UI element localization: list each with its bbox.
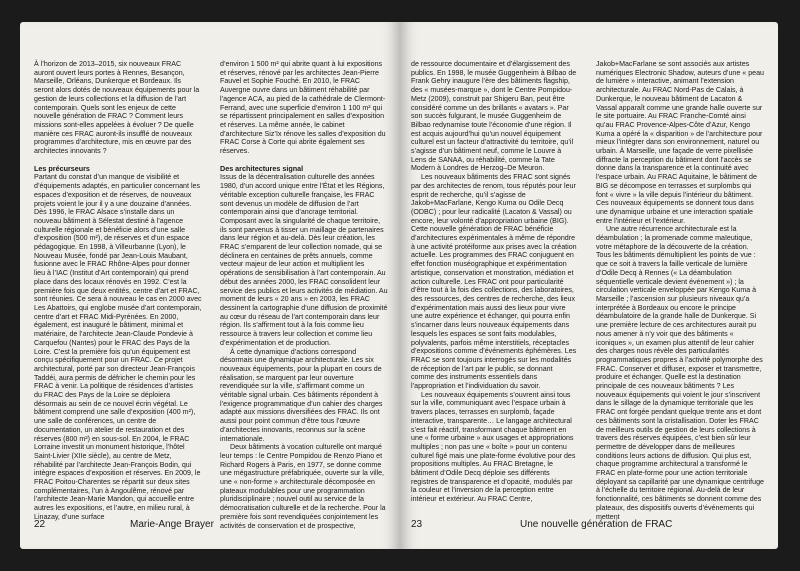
right-page-column-1 [411,60,577,508]
body-paragraph: de ressource documentaire et d’élargissement des publics. En 1998, le musée Guggenheim à Bilbao de Frank Gehry inaugure l’ère des bâtiments flagship, des « musées-marque », dont le Centre Pompidou-Metz (2009), construit par Shigeru Ban, peut être considéré comme un des brillants « avatars ». Par son succès fulgurant, le musée Guggenheim de Bilbao redynamise toute l’économie d’une région. Il est acquis aujourd’hui qu’un nouvel équipement culturel est un facteur d’attractivité du territoire, qu’il s’agisse d’un bâtiment neuf, comme le Louvre à Lens de SANAA, ou réhabilité, comme la Tate Modern à Londres de Herzog–De Meuron. [411,60,577,173]
body-paragraph: d’environ 1 500 m² qui abrite quant à lui expositions et réserves, rénové par les architectes Jean-Pierre Fauvel et Sophie Fouché. En 2010, le FRAC Auvergne ouvre dans un bâtiment réhabilité par l’agence ACA, au pied de la cathédrale de Clermont-Ferrand, avec une superficie d’environ 1 100 m² qui se répartissent principalement en salles d’exposition et réserves. La même année, le cabinet d’architecture Siz’Ix rénove les salles d’exposition du FRAC Corse à Corte qui abrite également ses réserves. [220,60,386,156]
running-head: Marie-Ange Brayer [130,519,214,530]
running-head: Une nouvelle génération de FRAC [520,519,673,530]
body-paragraph: Jakob+MacFarlane se sont associés aux artistes numériques Electronic Shadow, auteurs d’une « peau de lumière » interactive, animant l’extension architecturale. Au FRAC Nord-Pas de Calais, à Dunkerque, le nouveau bâtiment de Lacaton & Vassal apparaît comme une grande halle ouverte sur le site portuaire. Au FRAC Franche-Comté ainsi qu’au FRAC Provence-Alpes-Côte d’Azur, Kengo Kuma a opéré la « disparition » de l’architecture pour mieux l’intégrer dans son environnement, naturel ou urbain. À Marseille, une façade de verre pixellisée diffracte la perception du bâtiment dont l’accès se donne dans la transparence et la continuité avec l’espace urbain. Au FRAC Aquitaine, le bâtiment de BIG se décompose en terrasses et surplombs qui font « vivre » la ville depuis l’intérieur du bâtiment. Ces nouveaux équipements se donnent tous dans une dynamique urbaine et une interaction spatiale entre l’intérieur et l’extérieur. [596,60,764,225]
section-heading: Des architectures signal [220,163,304,173]
right-page [400,22,778,549]
left-page [20,22,400,549]
page-number: 23 [411,519,423,530]
page-number: 22 [34,519,46,530]
left-page-column-2 [220,60,388,530]
left-page-column-1 [34,60,202,521]
body-paragraph: Les nouveaux équipements s’ouvrent ainsi tous sur la ville, communiquant avec l’espace urbain à travers places, terrasses en surplomb, façade interactive, transparente… Le langage architectural s’est fait réactif, transformant chaque bâtiment en une « forme urbaine » aux usages et appropriations multiples ; non pas une « boîte » pour un contenu culturel figé mais une plate-forme évolutive pour des propositions multiples. Au FRAC Bretagne, le bâtiment d’Odile Decq déploie ses différents registres de transparence et d’opacité, modulés par la couleur et l’inversion de la perception entre intérieur et extérieur. Au FRAC Centre, [411,390,576,504]
body-paragraph: À l’horizon de 2013–2015, six nouveaux FRAC auront ouvert leurs portes à Rennes, Besançon, Marseille, Orléans, Dunkerque et Bordeaux. Ils seront alors dotés de nouveaux équipements pour la gestion de leurs collections et la diffusion de l’art contemporain. Quels sont les enjeux de cette nouvelle génération de FRAC ? Comment leurs missions sont-elles appelées à évoluer ? De quelle manière ces FRAC auront-ils insufflé de nouveaux programmes d’architecture, mis en œuvre par des architectes innovants ? [34,60,200,156]
body-paragraph: Issus de la décentralisation culturelle des années 1980, d’un accord unique entre l’État et les Régions, véritable exception culturelle française, les FRAC sont devenus un modèle de diffusion de l’art contemporain ainsi que d’ancrage territorial. Composant avec la singularité de chaque territoire, ils sont parvenus à tisser un maillage de partenaires dans leur région et au-delà. Dès leur création, les FRAC s’emparent de leur collection nomade, qui se déclinera en centaines de prêts annuels, comme vecteur majeur de leur action et multiplient les opérations de sensibilisation à l’art contemporain. Au début des années 2000, les FRAC consolident leur service des publics et leurs activités de médiation. Au moment de leurs « 20 ans » en 2003, les FRAC dessinent la cartographie d’une diffusion de proximité au cœur du réseau de l’art contemporain dans leur région. Ils s’affirment tout à la fois comme lieu ressource à travers leur collection et comme lieu d’expérimentation et de production. [220,173,388,347]
section-heading: Les précurseurs [34,163,90,173]
body-paragraph: Les nouveaux bâtiments des FRAC sont signés par des architectes de renom, tous réputés pour leur esprit de recherche, qu’il s’agisse de Jakob+MacFarlane, Kengo Kuma ou Odile Decq (ODBC) ; pour leur radicalité (Lacaton & Vassal) ou encore, leur volonté d’appropriation urbaine (BIG). Cette nouvelle génération de FRAC bénéficie d’architectures expérimentales à même de répondre à une activité protéiforme aux prises avec la création actuelle. Les programmes des FRAC conjuguent en effet fonction muséographique et expérimentation artistique, conservation et monstration, médiation et action culturelle. Les FRAC ont pour particularité d’être tout à la fois des collections, des laboratoires, des ressources, des centres de recherche, des lieux d’expérimentation mais aussi des lieux pour vivre une autre expérience et échanger, qui pourra enfin s’incarner dans leurs nouveaux équipements dans lesquels les espaces se sont faits modulables, polyvalents, parfois même interstitiels, réceptacles d’expositions comme d’événements éphémères. Les FRAC se sont toujours interrogés sur les modalités de réception de l’art par le public, se donnant comme des instruments essentiels dans l’appropriation et l’individuation du savoir. [411,173,577,391]
body-paragraph: Deux bâtiments à vocation culturelle ont marqué leur temps : le Centre Pompidou de Renzo Piano et Richard Rogers à Paris, en 1977, se donne comme une mégastructure préfabriquée, ouverte sur la ville, une « non-forme » architecturale décomposée en plateaux modulables pour une programmation pluridisciplinaire ; nouvel outil au service de la démocratisation culturelle et de la recherche. Pour la première fois sont revendiquées conjointement les activités de conservation et de prospective, [220,443,386,530]
body-paragraph: Partant du constat d’un manque de visibilité et d’équipements adaptés, en particulier concernant les espaces d’exposition et de réserves, de nouveaux projets voient le jour il y a une douzaine d’années. Dès 1996, le FRAC Alsace s’installe dans un nouveau bâtiment à Sélestat destiné à l’agence culturelle régionale et bénéficie alors d’une salle d’exposition (500 m²), de réserves et d’un espace pédagogique. En 1998, à Villeurbanne (Lyon), le Nouveau Musée, fondé par Jean-Louis Maubant, fusionne avec le FRAC Rhône-Alpes pour donner lieu à l’IAC (Institut d’Art contemporain) qui prend place dans des locaux rénovés en 1992. C’est la première fois que deux entités, centre d’art et FRAC, sont réunies. Ce sera à nouveau le cas en 2000 avec Les Abattoirs, qui englobe musée d’art contemporain, centre d’art et FRAC Midi-Pyrénées. En 2000, également, est inauguré le bâtiment, minimal et matériaire, de l’architecte Jean-Claude Pondevie à Carquefou (Nantes) pour le FRAC des Pays de la Loire. C’est la première fois qu’un équipement est conçu spécifiquement pour un FRAC. Ce projet architectural, porté par son directeur Jean-François Taddéi, aura permis de défricher le chemin pour les FRAC à venir. La politique de résidences d’artistes du FRAC des Pays de la Loire se déploiera désormais au sein de ce nouvel écrin végétal. Le bâtiment comprend une salle d’exposition (400 m²), une salle de conférences, un centre de documentation, un atelier de restauration et des réserves (800 m²) en sous-sol. En 2004, le FRAC Lorraine investit un monument historique, l’hôtel Saint-Livier (XIIe siècle), au centre de Metz, réhabilité par l’architecte Jean-François Bodin, qui intègre espaces d’exposition et réserves. En 2009, le FRAC Poitou-Charentes se répartit sur deux sites complémentaires, l’un à Angoulême, rénové par l’architecte Jean-Marie Mandon, qui accueille entre autres les expositions, et l’autre, en milieu rural, à Linazay, d’une surface [34,173,202,521]
right-page-column-2 [596,60,764,521]
body-paragraph: À cette dynamique d’actions correspond désormais une dynamique architecturale. Les six nouveaux équipements, pour la plupart en cours de réalisation, se marquent par leur ouverture revendiquée sur la ville, s’affirmant comme un véritable signal urbain. Ces bâtiments répondent à l’exigence programmatique d’un cahier des charges adapté aux missions diversifiées des FRAC. Ils ont aussi pour point commun d’être tous l’œuvre d’architectes innovants, reconnus sur la scène internationale. [220,347,383,443]
body-paragraph: Une autre récurrence architecturale est la déambulation ; la promenade comme maïeutique, votre métaphore de la découverte de la création. Tous les bâtiments démultiplient les points de vue : que ce soit à travers la faille verticale de lumière d’Odile Decq à Rennes (« La déambulation séquentielle verticale devient événement ») ; la circulation verticale enveloppée par Kengo Kuma à Marseille ; l’ascension sur plusieurs niveaux qu’a interprétée à Bordeaux ou encore le principe déambulatoire de la grande halle de Dunkerque. Si une première lecture de ces architectures aurait pu nous amener à n’y voir que des bâtiments « iconiques », un examen plus attentif de leur cahier des charges nous révèle des particularités programmatiques propres à l’activité polymorphe des FRAC. Conserver et diffuser, exposer et transmettre, produire et échanger. Quelle est la destination principale de ces nouveaux bâtiments ? Les nouveaux équipements qui voient le jour s’inscrivent dans le sillage de la dynamique territoriale que les FRAC ont forgée pendant quelque trente ans et dont ces bâtiments sont la cristallisation. Doter les FRAC de meilleurs outils de gestion de leurs collections à travers des réserves équipées, c’est bien sûr leur permettre de développer dans de meilleures conditions leurs actions de diffusion. Qui plus est, chaque programme architectural a transformé le FRAC en plate-forme pour une action territoriale déployant sa capillarité par une dynamique centrifuge à l’échelle du territoire régional. Au-delà de leur fonctionnalité, ces bâtiments se donnent comme des plateaux, des dispositifs ouverts d’événements qui mettent [596,225,764,521]
